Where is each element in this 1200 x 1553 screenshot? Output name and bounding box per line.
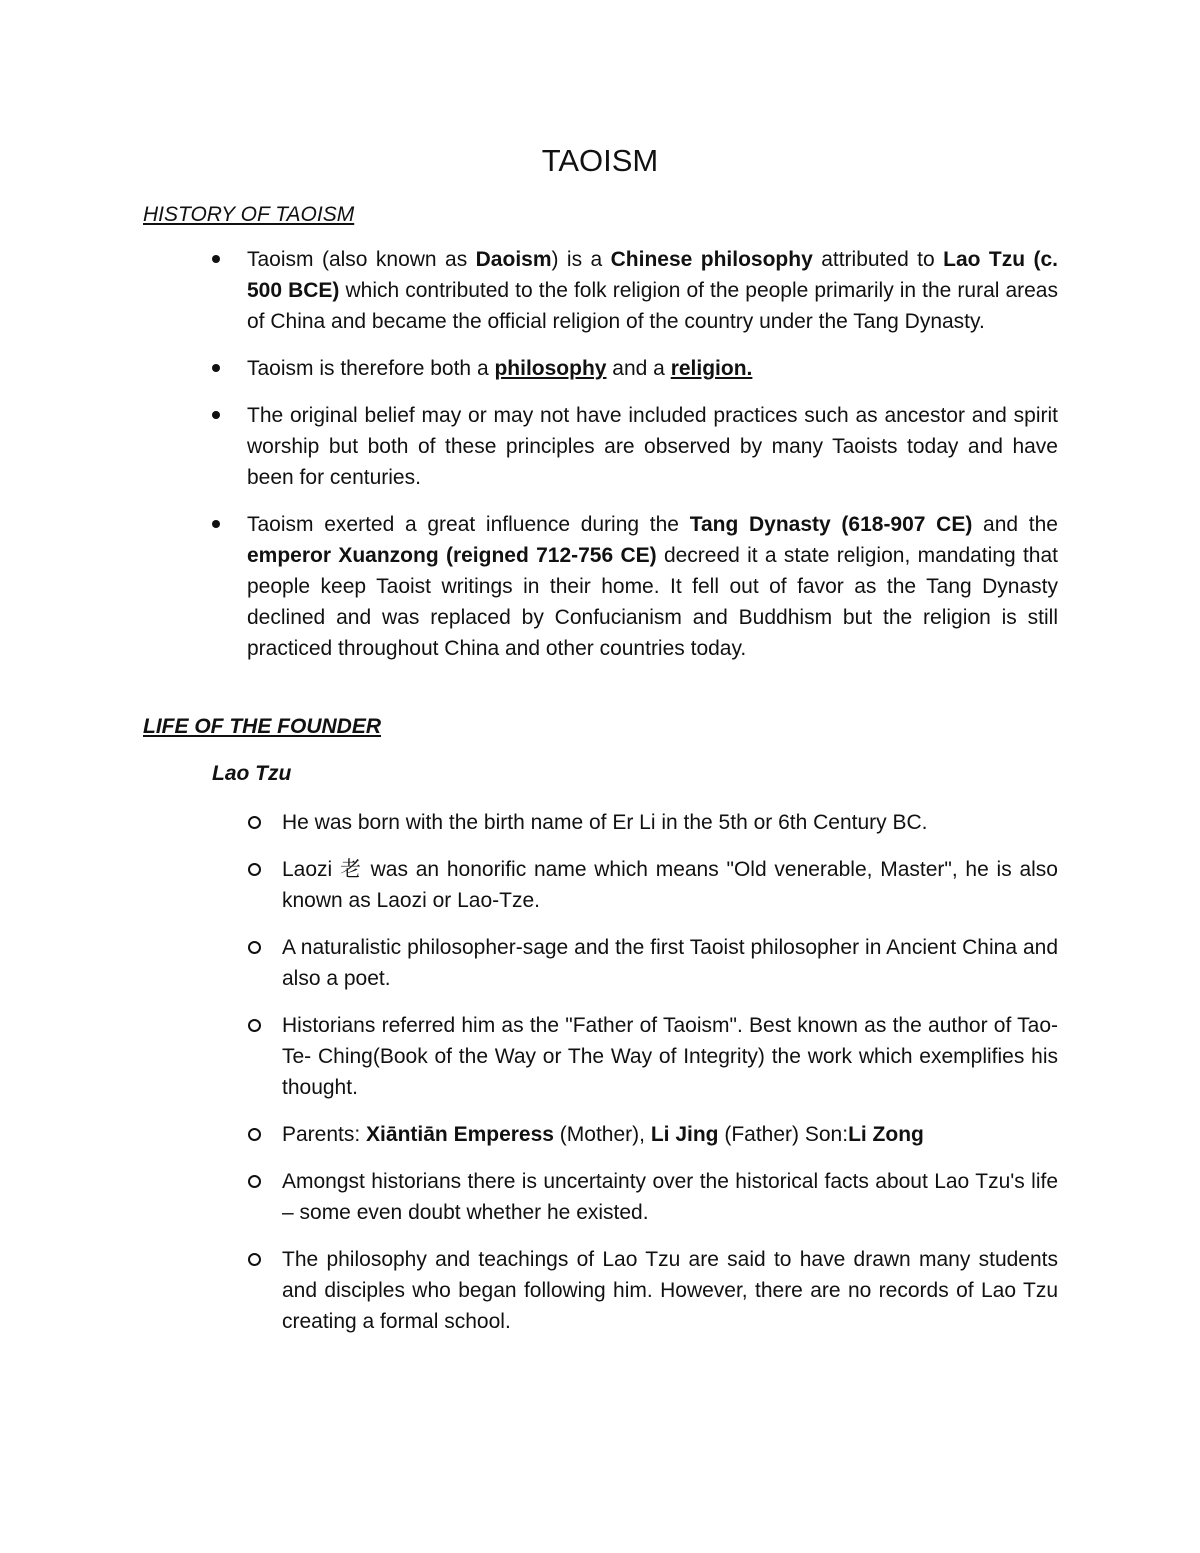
body-text: attributed to [812,248,944,271]
bullet-dot-icon [212,364,220,372]
body-text: ) is a [551,248,611,271]
bullet-circle-icon [248,941,261,954]
body-text: The philosophy and teachings of Lao Tzu are said to have drawn many students and disciples who began following him. However, there are no records of Lao Tzu creating a formal school. [282,1248,1058,1333]
list-item [212,400,1058,493]
list-item [245,807,1058,838]
bullet-dot-icon [212,520,220,528]
document-title: TAOISM [541,143,659,178]
founder-circle-list [245,807,1058,1353]
body-text: Taoism (also known as [247,248,476,271]
history-heading: HISTORY OF TAOISM [143,203,355,226]
bullet-dot-icon [212,255,220,263]
body-text: which contributed to the folk religion of the people primarily in the rural areas of China and became the official religion of the country under the Tang Dynasty. [247,279,1058,333]
list-item [212,244,1058,337]
bullet-circle-icon [248,1128,261,1141]
body-text: and a [606,357,671,380]
bullet-dot-icon [212,411,220,419]
emphasis-text: religion. [670,357,753,380]
list-item [212,353,1058,384]
body-text: A naturalistic philosopher-sage and the first Taoist philosopher in Ancient China and also a poet. [282,936,1058,990]
body-text: Taoism is therefore both a [247,357,495,380]
list-item [245,1010,1058,1103]
body-text: He was born with the birth name of Er Li in the 5th or 6th Century BC. [282,811,928,834]
bullet-circle-icon [248,1175,261,1188]
history-bullet-list [212,244,1058,680]
emphasis-text: philosophy [494,357,607,380]
body-text: decreed it a state religion, mandating that people keep Taoist writings in their home. It fell out of favor as the Tang Dynasty declined and was replaced by Confucianism and Buddhism but the religion is still practiced throughout China and other countries today. [247,544,1058,660]
bold-text: Daoism [475,248,552,271]
body-text: (Father) Son: [718,1123,849,1146]
body-text: Parents: [282,1123,367,1146]
body-text: (Mother), [553,1123,651,1146]
body-text: Historians referred him as the "Father of Taoism". Best known as the author of Tao-Te- Ching(Book of the Way or The Way of Integrity) the work which exemplifies his thought. [282,1014,1058,1099]
bullet-circle-icon [248,1019,261,1032]
body-text: Amongst historians there is uncertainty over the historical facts about Lao Tzu's life – some even doubt whether he existed. [282,1170,1058,1224]
bold-text [494,357,606,380]
list-item [245,932,1058,994]
bullet-circle-icon [248,863,261,876]
bold-text: emperor Xuanzong (reigned 712-756 CE) [247,544,657,567]
bold-text [671,357,753,380]
founder-heading: LIFE OF THE FOUNDER [143,715,381,738]
bold-text: Tang Dynasty (618-907 CE) [689,513,973,536]
bullet-circle-icon [248,816,261,829]
bold-text: Xiāntiān Emperess [366,1123,554,1146]
list-item [245,854,1058,916]
body-text: Taoism exerted a great influence during the [247,513,690,536]
list-item [212,509,1058,664]
list-item [245,1244,1058,1337]
body-text: The original belief may or may not have included practices such as ancestor and spirit worship but both of these principles are observed by many Taoists today and have been for centuries. [247,404,1058,489]
bold-text: Li Jing [650,1123,719,1146]
list-item [245,1119,1058,1150]
bullet-circle-icon [248,1253,261,1266]
body-text: Laozi 老 was an honorific name which means "Old venerable, Master", he is also known as Laozi or Lao-Tze. [282,858,1058,912]
list-item [245,1166,1058,1228]
bold-text: Li Zong [848,1123,924,1146]
founder-name: Lao Tzu [212,762,292,785]
bold-text: Lao Tzu (c. 500 BCE) [247,248,1058,302]
bold-text: Chinese philosophy [610,248,813,271]
body-text: and the [972,513,1058,536]
